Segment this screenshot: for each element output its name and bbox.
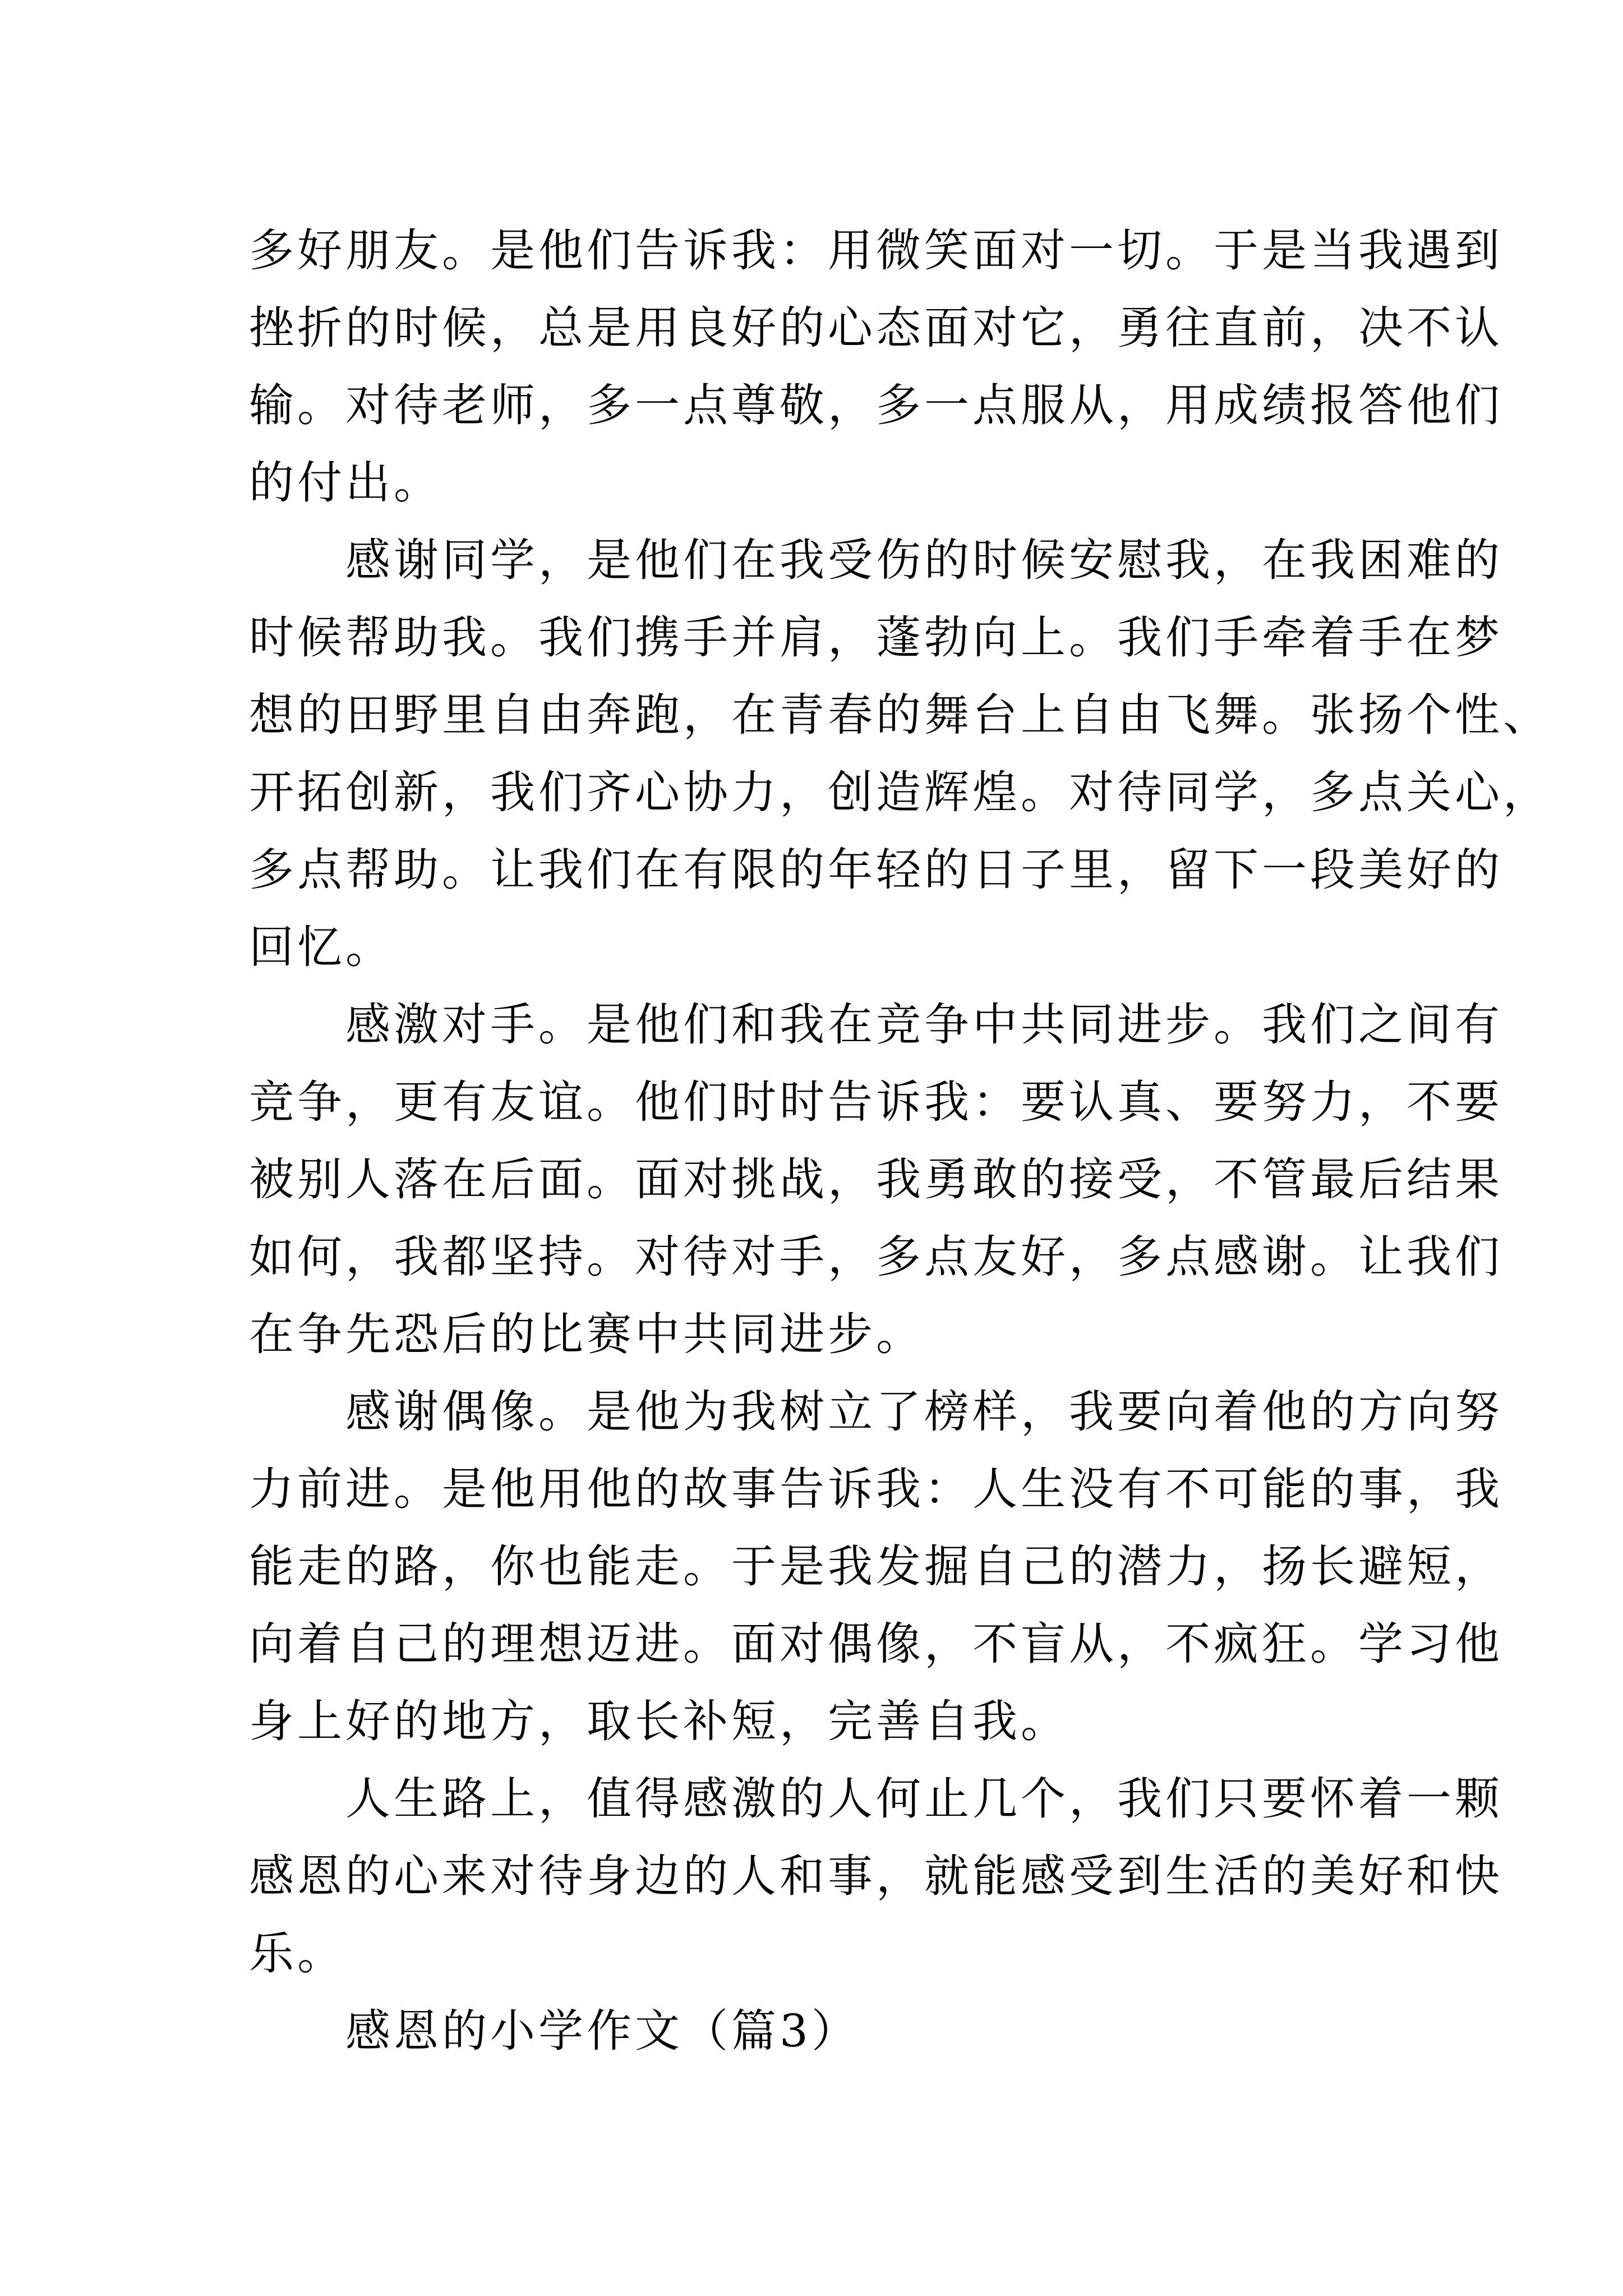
text-line: 身上好的地方，取长补短，完善自我。 <box>249 1695 1069 1747</box>
paragraph-rivals <box>249 986 1503 1373</box>
text-line: 感恩的小学作文（篇3） <box>249 2005 860 2057</box>
text-line: 开拓创新，我们齐心协力，创造辉煌。对待同学，多点关心， <box>249 766 1551 818</box>
text-line: 乐。 <box>249 1927 345 1980</box>
document-body <box>249 212 1551 2070</box>
text-line: 输。对待老师，多一点尊敬，多一点服从，用成绩报答他们 <box>249 379 1503 431</box>
text-line: 感谢偶像。是他为我树立了榜样，我要向着他的方向努 <box>249 1386 1503 1438</box>
text-line: 回忆。 <box>249 921 394 973</box>
text-line: 感恩的心来对待身边的人和事，就能感受到生活的美好和快 <box>249 1850 1503 1902</box>
text-line: 感激对手。是他们和我在竞争中共同进步。我们之间有 <box>249 999 1503 1051</box>
text-line: 多点帮助。让我们在有限的年轻的日子里，留下一段美好的 <box>249 844 1503 896</box>
text-line: 感谢同学，是他们在我受伤的时候安慰我，在我困难的 <box>249 534 1503 586</box>
paragraph-heading-part3 <box>249 1993 1387 2070</box>
text-line: 挫折的时候，总是用良好的心态面对它，勇往直前，决不认 <box>249 302 1503 354</box>
text-line: 能走的路，你也能走。于是我发掘自己的潜力，扬长避短， <box>249 1540 1503 1593</box>
text-line: 人生路上，值得感激的人何止几个，我们只要怀着一颗 <box>249 1773 1503 1825</box>
text-line: 在争先恐后的比赛中共同进步。 <box>249 1308 924 1360</box>
text-line: 时候帮助我。我们携手并肩，蓬勃向上。我们手牵着手在梦 <box>249 611 1503 664</box>
paragraph-friends-tail <box>249 212 1503 522</box>
paragraph-idol <box>249 1373 1503 1760</box>
text-line: 向着自己的理想迈进。面对偶像，不盲从，不疯狂。学习他 <box>249 1618 1503 1670</box>
text-line: 多好朋友。是他们告诉我：用微笑面对一切。于是当我遇到 <box>249 224 1503 277</box>
paragraph-conclusion <box>249 1760 1503 1993</box>
paragraph-classmates <box>249 522 1551 986</box>
text-line: 力前进。是他用他的故事告诉我：人生没有不可能的事，我 <box>249 1463 1503 1515</box>
text-line: 的付出。 <box>249 457 442 509</box>
text-line: 如何，我都坚持。对待对手，多点友好，多点感谢。让我们 <box>249 1231 1503 1283</box>
text-line: 想的田野里自由奔跑，在青春的舞台上自由飞舞。张扬个性、 <box>249 689 1551 741</box>
text-line: 竞争，更有友谊。他们时时告诉我：要认真、要努力，不要 <box>249 1076 1503 1128</box>
text-line: 被别人落在后面。面对挑战，我勇敢的接受，不管最后结果 <box>249 1153 1503 1205</box>
